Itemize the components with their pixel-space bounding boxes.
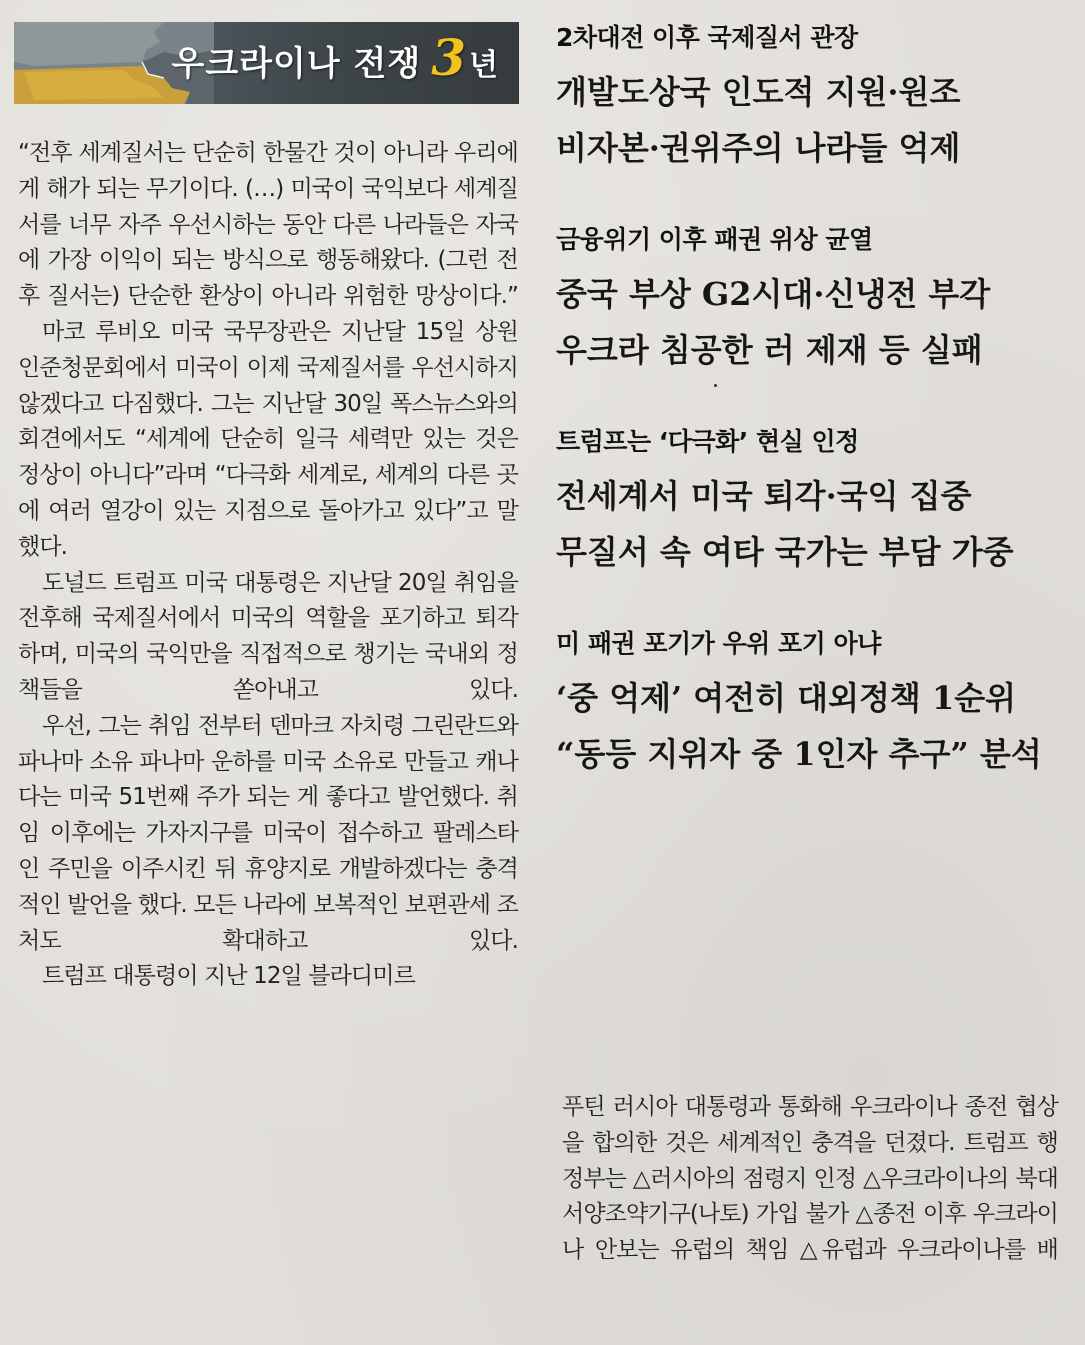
body-paragraph: 트럼프 대통령이 지난 12일 블라디미르 [42,963,415,990]
series-banner [14,22,519,104]
subhead-line: 무질서 속 여타 국가는 부담 가중 [556,533,1014,571]
article-body-right [562,1090,1058,1269]
subhead-line: 전세계서 미국 퇴각·국익 집중 [556,477,972,515]
subhead-kicker: 미 패권 포기가 우위 포기 아냐 [556,629,881,658]
series-year-unit: 년 [469,48,499,83]
subhead-group [556,622,1076,782]
print-speck [714,384,717,387]
body-paragraph: “전후 세계질서는 단순히 한물간 것이 아니라 우리에게 해가 되는 무기이다. (…) 미국이 국익보다 세계질서를 너무 자주 우선시하는 동안 다른 나라들은 자국에 가장 이익이 되는 방식으로 행동해왔다. (그런 전후 질서는) 단순한 환상이 아니라 위험한 망상이다.” [18,140,518,310]
subhead-kicker: 2차대전 이후 국제질서 관장 [556,23,858,52]
subhead-group [556,420,1076,580]
subhead-kicker: 금융위기 이후 패권 위상 균열 [556,225,873,254]
subhead-group [556,16,1076,176]
subhead-line: 중국 부상 G2시대·신냉전 부각 [556,275,991,313]
body-paragraph: 도널드 트럼프 미국 대통령은 지난달 20일 취임을 전후해 국제질서에서 미국의 역할을 포기하고 퇴각하며, 미국의 국익만을 직접적으로 챙기는 국내외 정책들을 쏟아내고 있다. [18,569,518,703]
body-paragraph: 마코 루비오 미국 국무장관은 지난달 15일 상원 인준청문회에서 미국이 이제 국제질서를 우선시하지 않겠다고 다짐했다. 그는 지난달 30일 폭스뉴스와의 회견에서도 “세계에 단순히 일극 세력만 있는 것은 정상이 아니다”라며 “다극화 세계로, 세계의 다른 곳에 여러 열강이 있는 지점으로 돌아가고 있다”고 말했다. [18,318,518,560]
subhead-line: “동등 지위자 중 1인자 추구” 분석 [556,735,1042,773]
body-paragraph: 푸틴 러시아 대통령과 통화해 우크라이나 종전 협상을 합의한 것은 세계적인 충격을 던졌다. 트럼프 행정부는 △러시아의 점령지 인정 △우크라이나의 북대서양조약기구(나토) 가입 불가 △종전 이후 우크라이나 안보는 유럽의 책임 △유럽과 우크라이나를 배 [562,1094,1058,1264]
article-body-left [18,136,518,995]
subhead-line: 우크라 침공한 러 제재 등 실패 [556,331,983,369]
subhead-line: ‘중 억제’ 여전히 대외정책 1순위 [556,679,1017,717]
subheads-block [556,16,1076,824]
body-paragraph: 우선, 그는 취임 전부터 덴마크 자치령 그린란드와 파나마 소유 파나마 운하를 미국 소유로 만들고 캐나다는 미국 51번째 주가 되는 게 좋다고 발언했다. 취임 이후에는 가자지구를 미국이 접수하고 팔레스타인 주민을 이주시킨 뒤 휴양지로 개발하겠다는 충격적인 발언을 했다. 모든 나라에 보복적인 보편관세 조처도 확대하고 있다. [18,712,518,954]
series-title [171,28,499,87]
subhead-kicker: 트럼프는 ‘다극화’ 현실 인정 [556,427,859,456]
series-year-number: 3 [431,28,468,87]
subhead-group [556,218,1076,378]
series-title-text: 우크라이나 전쟁 [171,44,422,84]
subhead-line: 개발도상국 인도적 지원·원조 [556,73,961,111]
subhead-line: 비자본·권위주의 나라들 억제 [556,129,961,167]
